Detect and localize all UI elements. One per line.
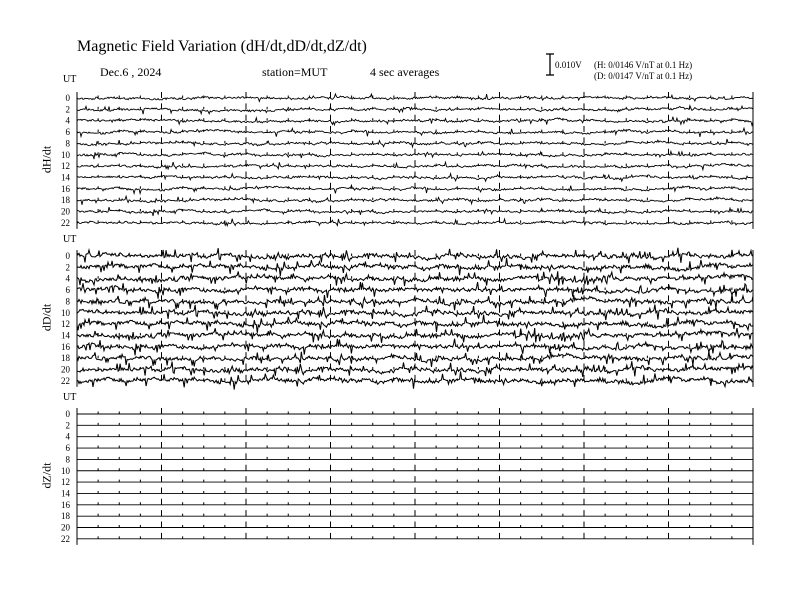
time-axis-label-dZ: UT — [63, 392, 77, 403]
date-label: Dec.6 , 2024 — [100, 65, 162, 79]
panel-dH — [61, 92, 753, 229]
row-label-dD-6: 6 — [65, 285, 70, 296]
row-label-dZ-12: 12 — [61, 477, 70, 488]
row-label-dZ-6: 6 — [65, 443, 70, 454]
row-label-dZ-4: 4 — [65, 431, 70, 442]
row-label-dD-22: 22 — [61, 375, 70, 386]
row-label-dH-4: 4 — [65, 115, 70, 126]
row-label-dZ-22: 22 — [61, 533, 70, 544]
row-label-dZ-20: 20 — [61, 522, 70, 533]
panel-dD — [61, 248, 753, 390]
row-label-dH-0: 0 — [65, 93, 70, 103]
scale-h-note: (H: 0/0146 V/nT at 0.1 Hz) — [594, 60, 693, 70]
panel-ylabel-dZ: dZ/dt — [39, 462, 54, 489]
row-label-dZ-8: 8 — [65, 454, 70, 465]
time-axis-label-dH: UT — [63, 74, 77, 85]
row-label-dD-12: 12 — [61, 319, 70, 330]
row-label-dH-14: 14 — [61, 172, 70, 183]
row-label-dZ-18: 18 — [61, 511, 70, 522]
row-label-dD-2: 2 — [65, 262, 70, 273]
row-label-dD-0: 0 — [65, 251, 70, 261]
scale-bar — [546, 54, 554, 75]
row-label-dZ-2: 2 — [65, 420, 70, 431]
scale-d-note: (D: 0/0147 V/nT at 0.1 Hz) — [594, 71, 693, 81]
row-label-dZ-0: 0 — [65, 409, 70, 419]
panel-ylabel-dD: dD/dt — [39, 303, 54, 332]
row-label-dH-20: 20 — [61, 206, 70, 217]
row-label-dH-22: 22 — [61, 217, 70, 228]
row-label-dD-4: 4 — [65, 273, 70, 284]
panel-ylabel-dH: dH/dt — [39, 145, 54, 174]
row-label-dH-8: 8 — [65, 138, 70, 149]
row-label-dH-2: 2 — [65, 104, 70, 115]
row-label-dD-10: 10 — [61, 307, 70, 318]
row-label-dZ-16: 16 — [61, 499, 70, 510]
row-label-dD-16: 16 — [61, 341, 70, 352]
row-label-dH-18: 18 — [61, 195, 70, 206]
row-label-dD-20: 20 — [61, 364, 70, 375]
row-label-dH-12: 12 — [61, 161, 70, 172]
row-label-dZ-10: 10 — [61, 465, 70, 476]
row-label-dZ-14: 14 — [61, 488, 70, 499]
scale-value: 0.010V — [555, 60, 582, 70]
row-label-dH-16: 16 — [61, 183, 70, 194]
row-label-dH-10: 10 — [61, 149, 70, 160]
station-label: station=MUT — [262, 65, 328, 79]
time-axis-label-dD: UT — [63, 234, 77, 245]
row-label-dH-6: 6 — [65, 127, 70, 138]
chart-title: Magnetic Field Variation (dH/dt,dD/dt,dZ/dt) — [77, 38, 367, 55]
panel-dZ — [61, 408, 753, 545]
row-label-dD-18: 18 — [61, 353, 70, 364]
row-label-dD-8: 8 — [65, 296, 70, 307]
row-label-dD-14: 14 — [61, 330, 70, 341]
averaging-label: 4 sec averages — [370, 65, 440, 79]
